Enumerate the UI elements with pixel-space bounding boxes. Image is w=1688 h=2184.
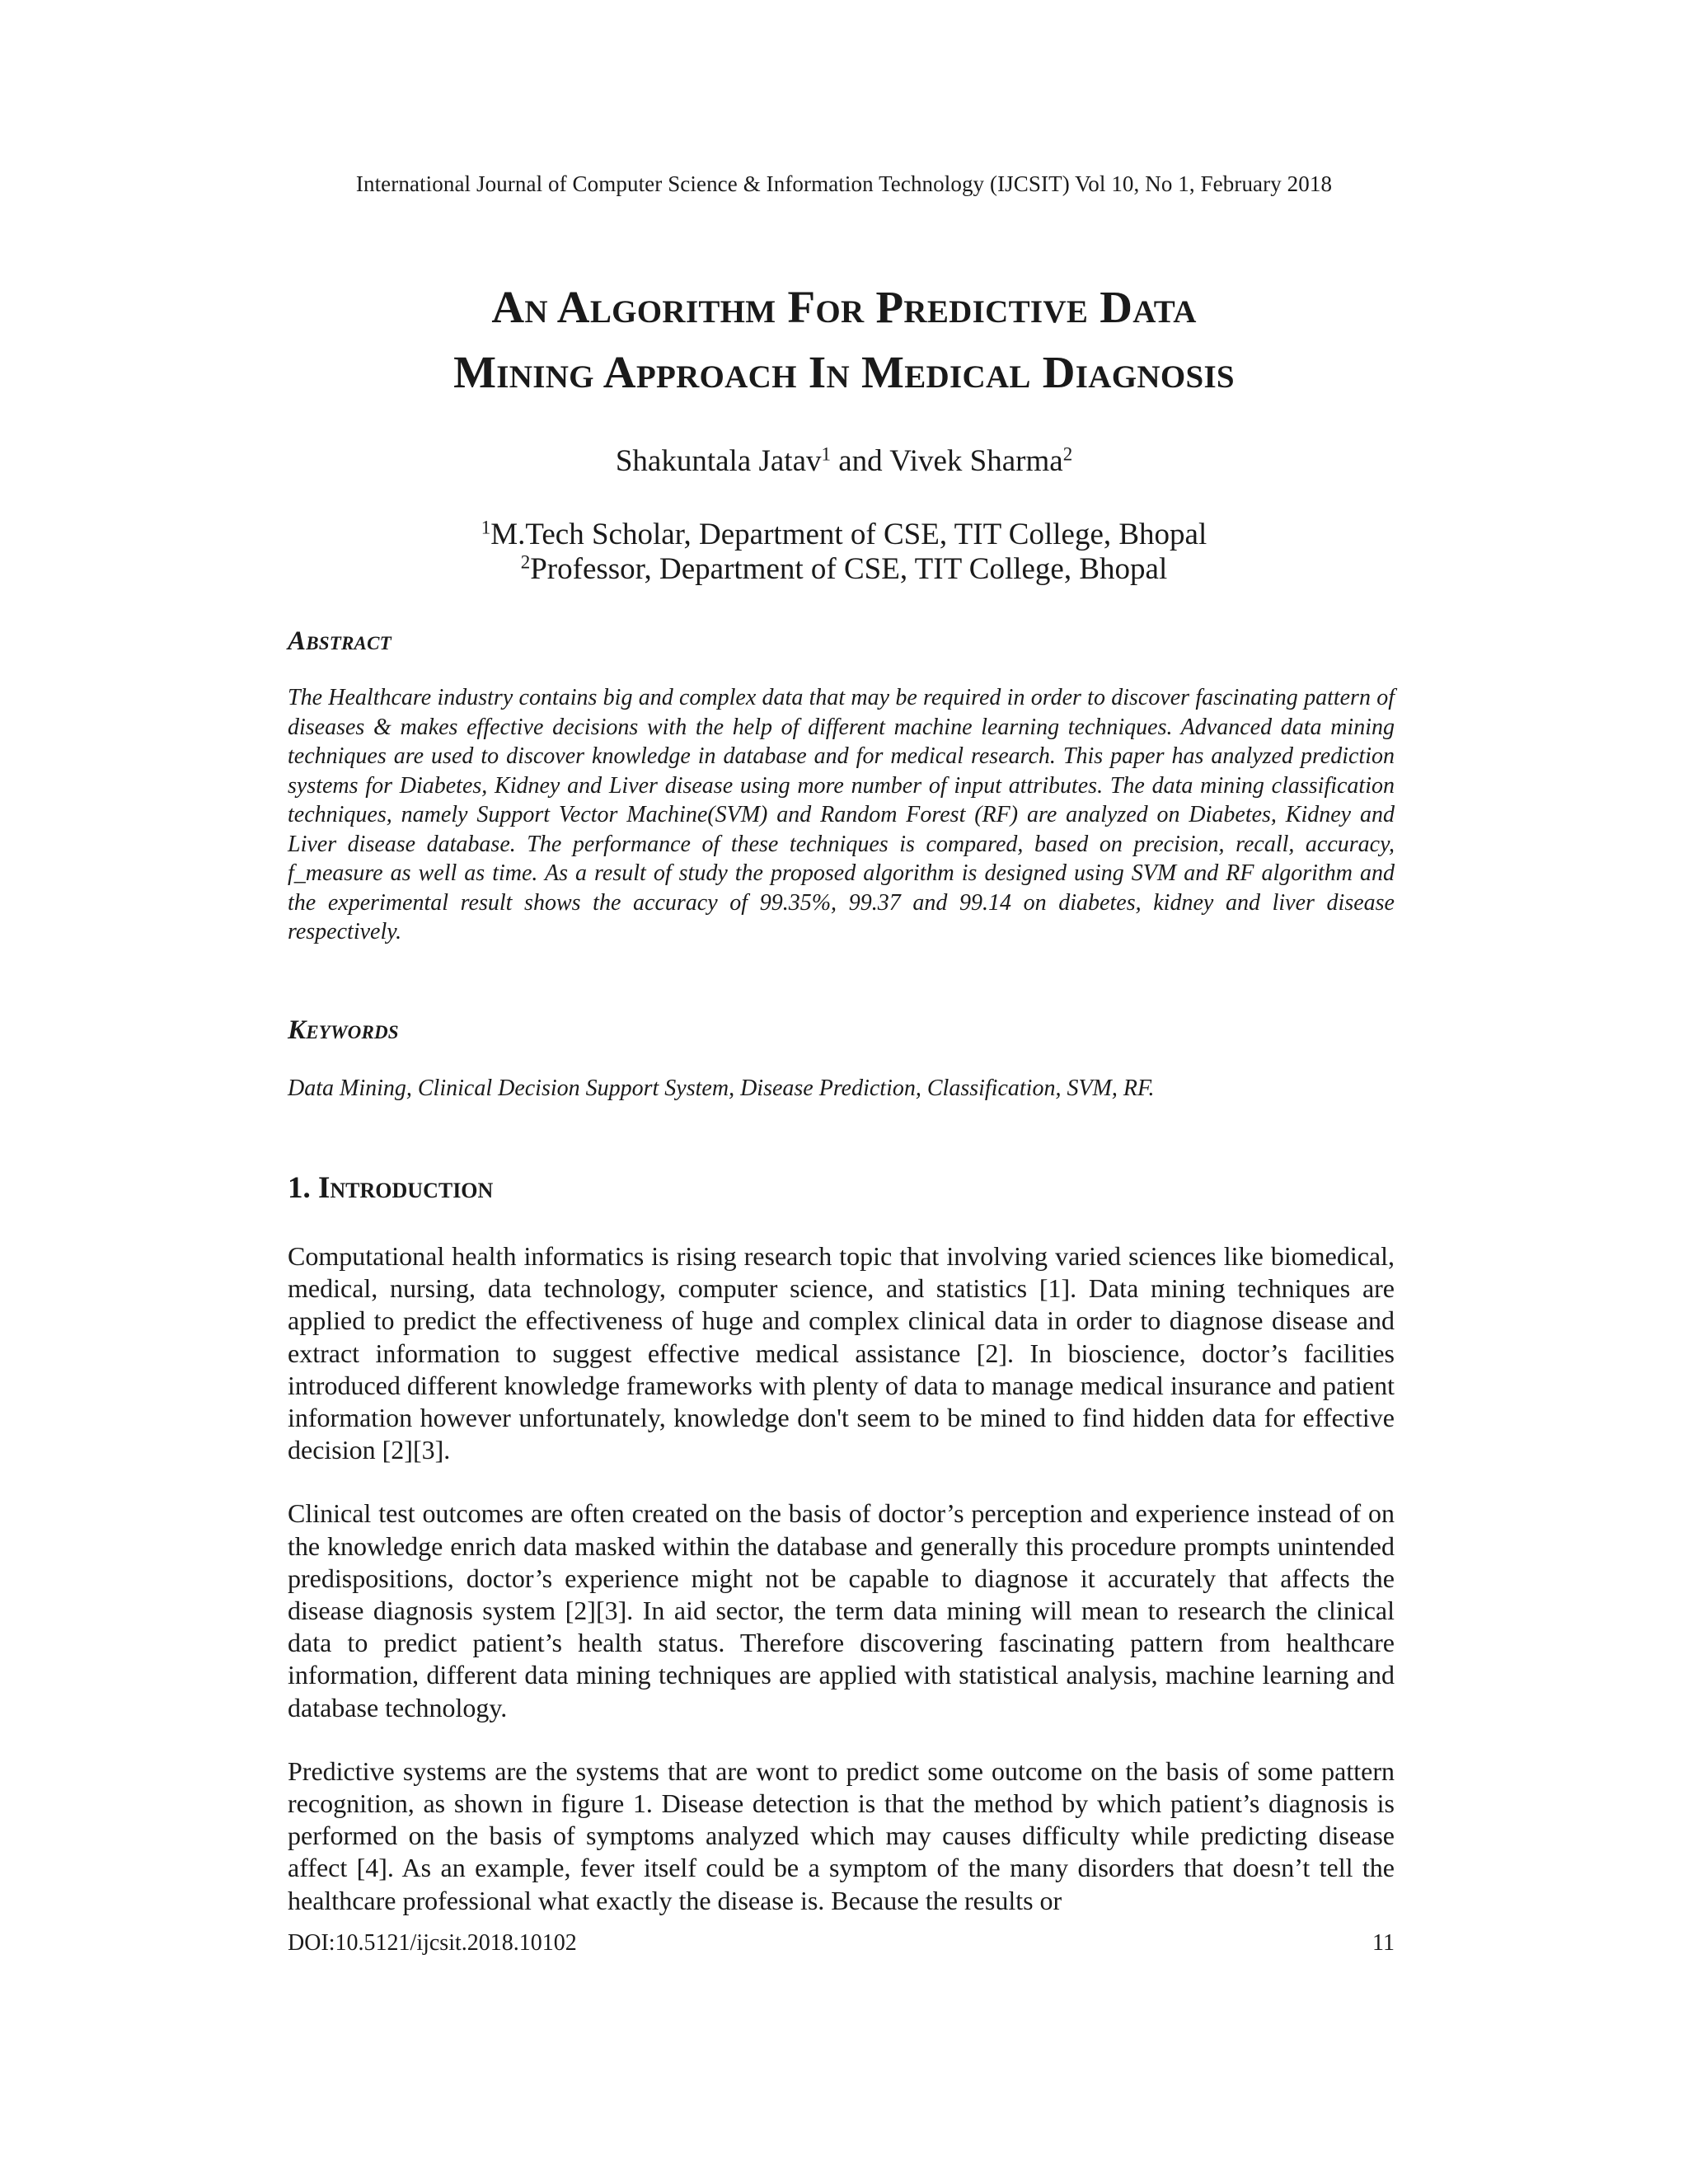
doi-label: DOI:10.5121/ijcsit.2018.10102	[288, 1930, 577, 1956]
abstract-heading: Abstract	[288, 626, 392, 656]
author-name: Shakuntala Jatav	[615, 444, 822, 478]
introduction-section	[288, 1170, 1395, 1917]
introduction-paragraph: Predictive systems are the systems that are wont to predict some outcome on the basis of some pattern recognition, as shown in figure 1. Disease detection is that the method by which patient’s diagnosis is performed on the basis of symptoms analyzed which may causes difficulty while predicting disease affect [4]. As an example, fever itself could be a symptom of the many disorders that doesn’t tell the healthcare professional what exactly the disease is. Because the results or	[288, 1755, 1395, 1915]
affiliation-text: Professor, Department of CSE, TIT College, Bhopal	[530, 552, 1168, 586]
affiliation-mark: 2	[520, 551, 531, 573]
affiliation-list	[0, 518, 1688, 587]
introduction-heading: 1. Introduction	[288, 1171, 494, 1205]
author-list	[0, 443, 1688, 479]
keywords-body: Data Mining, Clinical Decision Support System, Disease Prediction, Classification, SVM, RF.	[288, 1076, 1155, 1101]
page-footer	[288, 1930, 1395, 1957]
affiliation-text: M.Tech Scholar, Department of CSE, TIT College, Bhopal	[490, 518, 1207, 551]
introduction-paragraph: Computational health informatics is rising research topic that involving varied sciences like biomedical, medical, nursing, data technology, computer science, and statistics [1]. Data mining techniques are applied to predict the effectiveness of huge and complex clinical data in order to diagnose disease and extract information to suggest effective medical assistance [2]. In bioscience, doctor’s facilities introduced different knowledge frameworks with plenty of data to manage medical insurance and patient information however unfortunately, knowledge don't seem to be mined to find hidden data for effective decision [2][3].	[288, 1241, 1395, 1465]
abstract-section	[288, 626, 1395, 947]
introduction-paragraph: Clinical test outcomes are often created on the basis of doctor’s perception and experience instead of on the knowledge enrich data masked within the database and generally this procedure prompts unintended predispositions, doctor’s experience might not be capable to diagnose it accurately that affects the disease diagnosis system [2][3]. In aid sector, the term data mining will mean to research the clinical data to predict patient’s health status. Therefore discovering fascinating pattern from healthcare information, different data mining techniques are applied with statistical analysis, machine learning and database technology.	[288, 1498, 1395, 1722]
paper-title	[0, 274, 1688, 405]
keywords-section	[288, 1015, 1395, 1104]
affiliation-mark: 1	[481, 517, 491, 538]
running-header: International Journal of Computer Science & Information Technology (IJCSIT) Vol 10, No 1, February 2018	[355, 171, 1333, 196]
page-number: 11	[1372, 1930, 1395, 1956]
keywords-heading: Keywords	[288, 1015, 399, 1045]
affiliation-line	[0, 552, 1688, 587]
title-line-1: An Algorithm For Predictive Data	[491, 282, 1197, 332]
author-name: Vivek Sharma	[889, 444, 1063, 478]
author-affiliation-mark: 2	[1062, 443, 1073, 465]
author-affiliation-mark: 1	[821, 443, 831, 465]
abstract-body: The Healthcare industry contains big and complex data that may be required in order to discover fascinating pattern of diseases & makes effective decisions with the help of different machine learning techniques. Advanced data mining techniques are used to discover knowledge in database and for medical research. This paper has analyzed prediction systems for Diabetes, Kidney and Liver disease using more number of input attributes. The data mining classification techniques, namely Support Vector Machine(SVM) and Random Forest (RF) are analyzed on Diabetes, Kidney and Liver disease database. The performance of these techniques is compared, based on precision, recall, accuracy, f_measure as well as time. As a result of study the proposed algorithm is designed using SVM and RF algorithm and the experimental result shows the accuracy of 99.35%, 99.37 and 99.14 on diabetes, kidney and liver disease respectively.	[288, 685, 1395, 944]
affiliation-line	[0, 518, 1688, 552]
title-line-2: Mining Approach In Medical Diagnosis	[453, 347, 1235, 397]
author-conjunction: and	[830, 444, 890, 478]
